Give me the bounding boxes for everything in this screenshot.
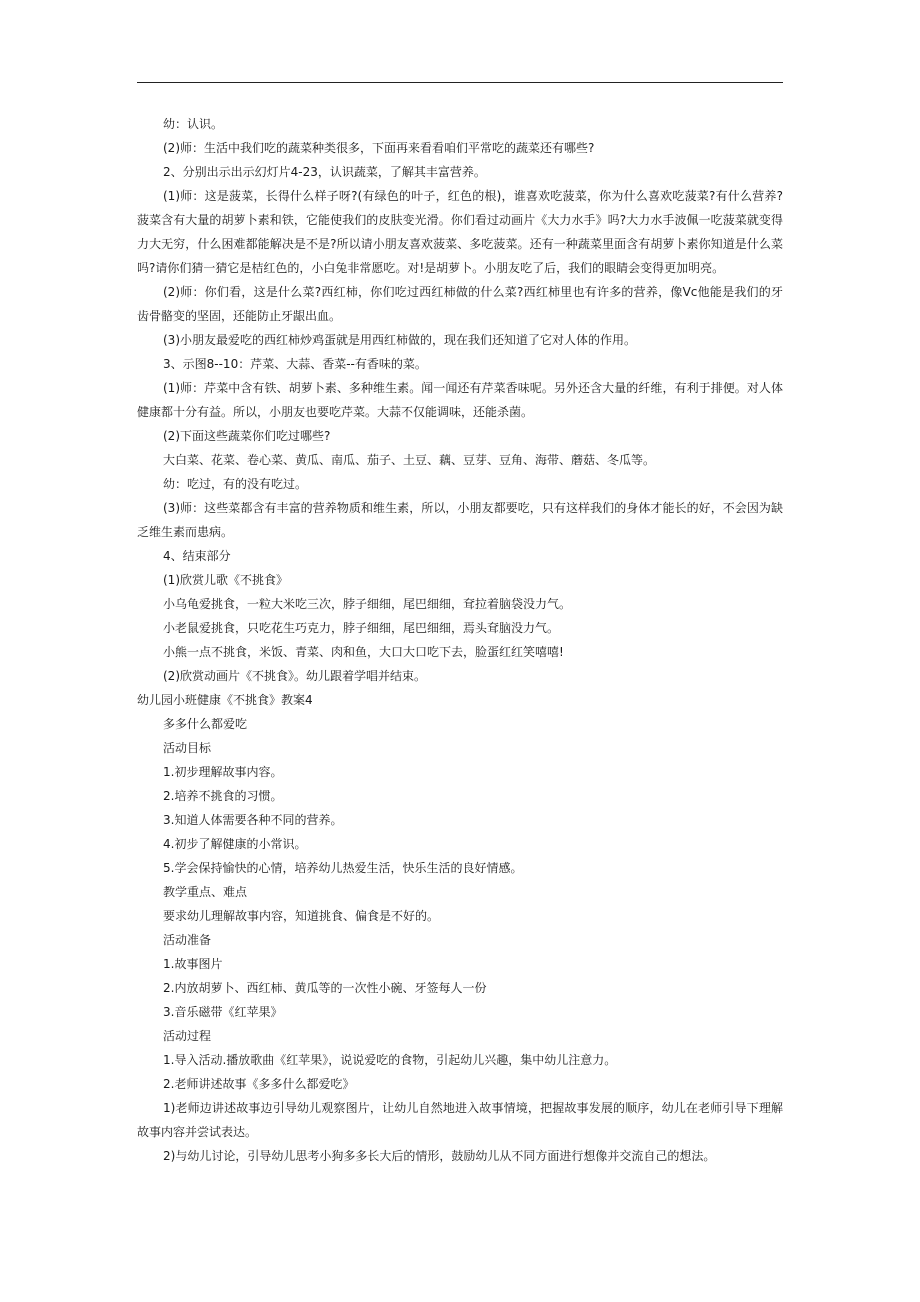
paragraph: 活动过程 <box>163 1029 212 1043</box>
paragraph: (2)师：你们看，这是什么菜?西红柿，你们吃过西红柿做的什么菜?西红柿里也有许多的营养，像Vc他能是我们的牙齿骨骼变的坚固，还能防止牙龈出血。 <box>137 285 783 323</box>
paragraph: 1.初步理解故事内容。 <box>163 765 283 779</box>
paragraph: 幼：认识。 <box>163 117 224 131</box>
paragraph: (2)欣赏动画片《不挑食》。幼儿跟着学唱并结束。 <box>163 669 426 683</box>
header-rule <box>137 82 783 83</box>
paragraph: (2)师：生活中我们吃的蔬菜种类很多，下面再来看看咱们平常吃的蔬菜还有哪些? <box>163 141 595 155</box>
paragraph: (1)师：芹菜中含有铁、胡萝卜素、多种维生素。闻一闻还有芹菜香味呢。另外还含大量的纤维，有利于排便。对人体健康都十分有益。所以，小朋友也要吃芹菜。大蒜不仅能调味，还能杀菌。 <box>137 381 783 419</box>
paragraph: 1.导入活动.播放歌曲《红苹果》，说说爱吃的食物，引起幼儿兴趣，集中幼儿注意力。 <box>163 1053 617 1067</box>
paragraph: 小乌龟爱挑食，一粒大米吃三次，脖子细细，尾巴细细，耷拉着脑袋没力气。 <box>163 597 572 611</box>
paragraph: 1)老师边讲述故事边引导幼儿观察图片，让幼儿自然地进入故事情境，把握故事发展的顺序，幼儿在老师引导下理解故事内容并尝试表达。 <box>137 1101 783 1139</box>
paragraph: 2.内放胡萝卜、西红柿、黄瓜等的一次性小碗、牙签每人一份 <box>163 981 487 995</box>
paragraph: 3.知道人体需要各种不同的营养。 <box>163 813 343 827</box>
paragraph: (1)师：这是菠菜，长得什么样子呀?(有绿色的叶子，红色的根)，谁喜欢吃菠菜，你为什么喜欢吃菠菜?有什么营养?菠菜含有大量的胡萝卜素和铁，它能使我们的皮肤变光滑。你们看过动画片《大力水手》吗?大力水手波佩一吃菠菜就变得力大无穷，什么困难都能解决是不是?所以请小朋友喜欢菠菜、多吃菠菜。还有一种蔬菜里面含有胡萝卜素你知道是什么菜吗?请你们猜一猜它是桔红色的，小白兔非常愿吃。对!是胡萝卜。小朋友吃了后，我们的眼睛会变得更加明亮。 <box>137 189 783 275</box>
paragraph: 5.学会保持愉快的心情，培养幼儿热爱生活，快乐生活的良好情感。 <box>163 861 523 875</box>
paragraph: 大白菜、花菜、卷心菜、黄瓜、南瓜、茄子、土豆、藕、豆芽、豆角、海带、蘑菇、冬瓜等。 <box>163 453 656 467</box>
paragraph: 3.音乐磁带《红苹果》 <box>163 1005 283 1019</box>
paragraph: (1)欣赏儿歌《不挑食》 <box>163 573 288 587</box>
paragraph: (3)师：这些菜都含有丰富的营养物质和维生素，所以，小朋友都要吃，只有这样我们的身体才能长的好，不会因为缺乏维生素而患病。 <box>137 501 783 539</box>
paragraph: (2)下面这些蔬菜你们吃过哪些? <box>163 429 331 443</box>
paragraph: 教学重点、难点 <box>163 885 248 899</box>
paragraph: 小老鼠爱挑食，只吃花生巧克力，脖子细细，尾巴细细，焉头耷脑没力气。 <box>163 621 560 635</box>
paragraph: 4、结束部分 <box>163 549 231 563</box>
paragraph: 活动目标 <box>163 741 212 755</box>
paragraph: 2.培养不挑食的习惯。 <box>163 789 283 803</box>
paragraph: 1.故事图片 <box>163 957 223 971</box>
paragraph: 2、分别出示出示幻灯片4-23，认识蔬菜，了解其丰富营养。 <box>163 165 486 179</box>
paragraph: 活动准备 <box>163 933 212 947</box>
paragraph: 要求幼儿理解故事内容，知道挑食、偏食是不好的。 <box>163 909 440 923</box>
paragraph: 2)与幼儿讨论，引导幼儿思考小狗多多长大后的情形，鼓励幼儿从不同方面进行想像并交流自己的想法。 <box>163 1149 716 1163</box>
paragraph: 幼：吃过，有的没有吃过。 <box>163 477 308 491</box>
paragraph: 多多什么都爱吃 <box>163 717 248 731</box>
paragraph: (3)小朋友最爱吃的西红柿炒鸡蛋就是用西红柿做的，现在我们还知道了它对人体的作用。 <box>163 333 637 347</box>
paragraph: 3、示图8--10：芹菜、大蒜、香菜--有香味的菜。 <box>163 357 427 371</box>
paragraph: 幼儿园小班健康《不挑食》教案4 <box>137 693 313 707</box>
document-body <box>137 112 783 1168</box>
paragraph: 4.初步了解健康的小常识。 <box>163 837 307 851</box>
paragraph: 小熊一点不挑食，米饭、青菜、肉和鱼，大口大口吃下去，脸蛋红红笑嘻嘻! <box>163 645 564 659</box>
paragraph: 2.老师讲述故事《多多什么都爱吃》 <box>163 1077 355 1091</box>
